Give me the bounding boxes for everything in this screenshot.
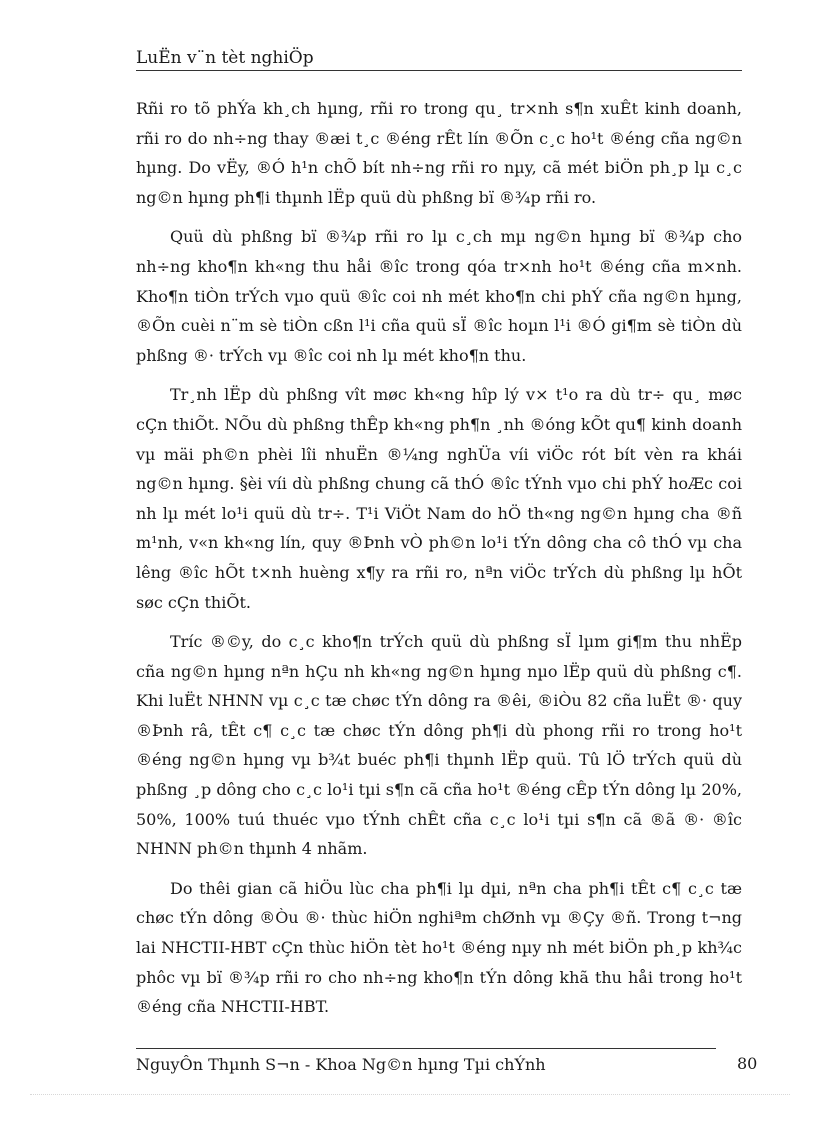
page-bottom-divider [30,1094,790,1095]
paragraph-2: Quü dù phßng bï ®¾p rñi ro lµ c¸ch mµ ng©n hµng bï ®¾p cho nh÷ng kho¶n kh«ng thu håi ®îc trong qóa tr×nh ho¹t ®éng cña m×nh. Kho¶n tiÒn trÝch vµo quü ®îc coi nh mét kho¶n chi phÝ cña ng©n hµng, ®Õn cuèi n¨m sè tiÒn cßn l¹i cña quü sÏ ®îc hoµn l¹i ®Ó gi¶m sè tiÒn dù phßng ®· trÝch vµ ®îc coi nh lµ mét kho¶n thu. [136,227,742,365]
running-header: LuËn v¨n tèt nghiÖp [136,48,314,68]
footer-author: NguyÔn Thµnh S¬n - Khoa Ng©n hµng Tµi chÝnh [136,1055,546,1074]
body-text [136,94,742,1032]
paragraph-3: Tr¸nh lËp dù phßng vît møc kh«ng hîp lý v× t¹o ra dù tr÷ qu¸ møc cÇn thiÕt. NÕu dù phßng thÊp kh«ng ph¶n ¸nh ®óng kÕt qu¶ kinh doanh vµ mäi ph©n phèi lîi nhuËn ®¼ng nghÜa víi viÖc rót bít vèn ra khái ng©n hµng. §èi víi dù phßng chung cã thÓ ®îc tÝnh vµo chi phÝ hoÆc coi nh lµ mét lo¹i quü dù tr÷. T¹i ViÖt Nam do hÖ th«ng ng©n hµng cha ®ñ m¹nh, v«n kh«ng lín, quy ®Þnh vÒ ph©n lo¹i tÝn dông cha cô thÓ vµ cha lêng ®îc hÕt t×nh huèng x¶y ra rñi ro, nªn viÖc trÝch dù phßng lµ hÕt søc cÇn thiÕt. [136,385,742,612]
paragraph-1: Rñi ro tõ phÝa kh¸ch hµng, rñi ro trong qu¸ tr×nh s¶n xuÊt kinh doanh, rñi ro do nh÷ng thay ®æi t¸c ®éng rÊt lín ®Õn c¸c ho¹t ®éng cña ng©n hµng. Do vËy, ®Ó h¹n chÕ bít nh÷ng rñi ro nµy, cã mét biÖn ph¸p lµ c¸c ng©n hµng ph¶i thµnh lËp quü dù phßng bï ®¾p rñi ro. [136,99,742,207]
page-number: 80 [737,1054,758,1073]
paragraph-4: Tríc ®©y, do c¸c kho¶n trÝch quü dù phßng sÏ lµm gi¶m thu nhËp cña ng©n hµng nªn hÇu nh kh«ng ng©n hµng nµo lËp quü dù phßng c¶. Khi luËt NHNN vµ c¸c tæ chøc tÝn dông ra ®êi, ®iÒu 82 cña luËt ®· quy ®Þnh râ, tÊt c¶ c¸c tæ chøc tÝn dông ph¶i dù phong rñi ro trong ho¹t ®éng ng©n hµng vµ b¾t buéc ph¶i thµnh lËp quü. Tû lÖ trÝch quü dù phßng ¸p dông cho c¸c lo¹i tµi s¶n cã cña ho¹t ®éng cÊp tÝn dông lµ 20%, 50%, 100% tuú thuéc vµo tÝnh chÊt cña c¸c lo¹i tµi s¶n cã ®ã ®· ®îc NHNN ph©n thµnh 4 nhãm. [136,632,742,859]
footer-rule [136,1048,716,1049]
header-rule [136,70,742,71]
paragraph-5: Do thêi gian cã hiÖu lùc cha ph¶i lµ dµi, nªn cha ph¶i tÊt c¶ c¸c tæ chøc tÝn dông ®Òu ®· thùc hiÖn nghiªm chØnh vµ ®Çy ®ñ. Trong t¬ng lai NHCTII-HBT cÇn thùc hiÖn tèt ho¹t ®éng nµy nh mét biÖn ph¸p kh¾c phôc vµ bï ®¾p rñi ro cho nh÷ng kho¶n tÝn dông khã thu håi trong ho¹t ®éng cña NHCTII-HBT. [136,878,742,1017]
